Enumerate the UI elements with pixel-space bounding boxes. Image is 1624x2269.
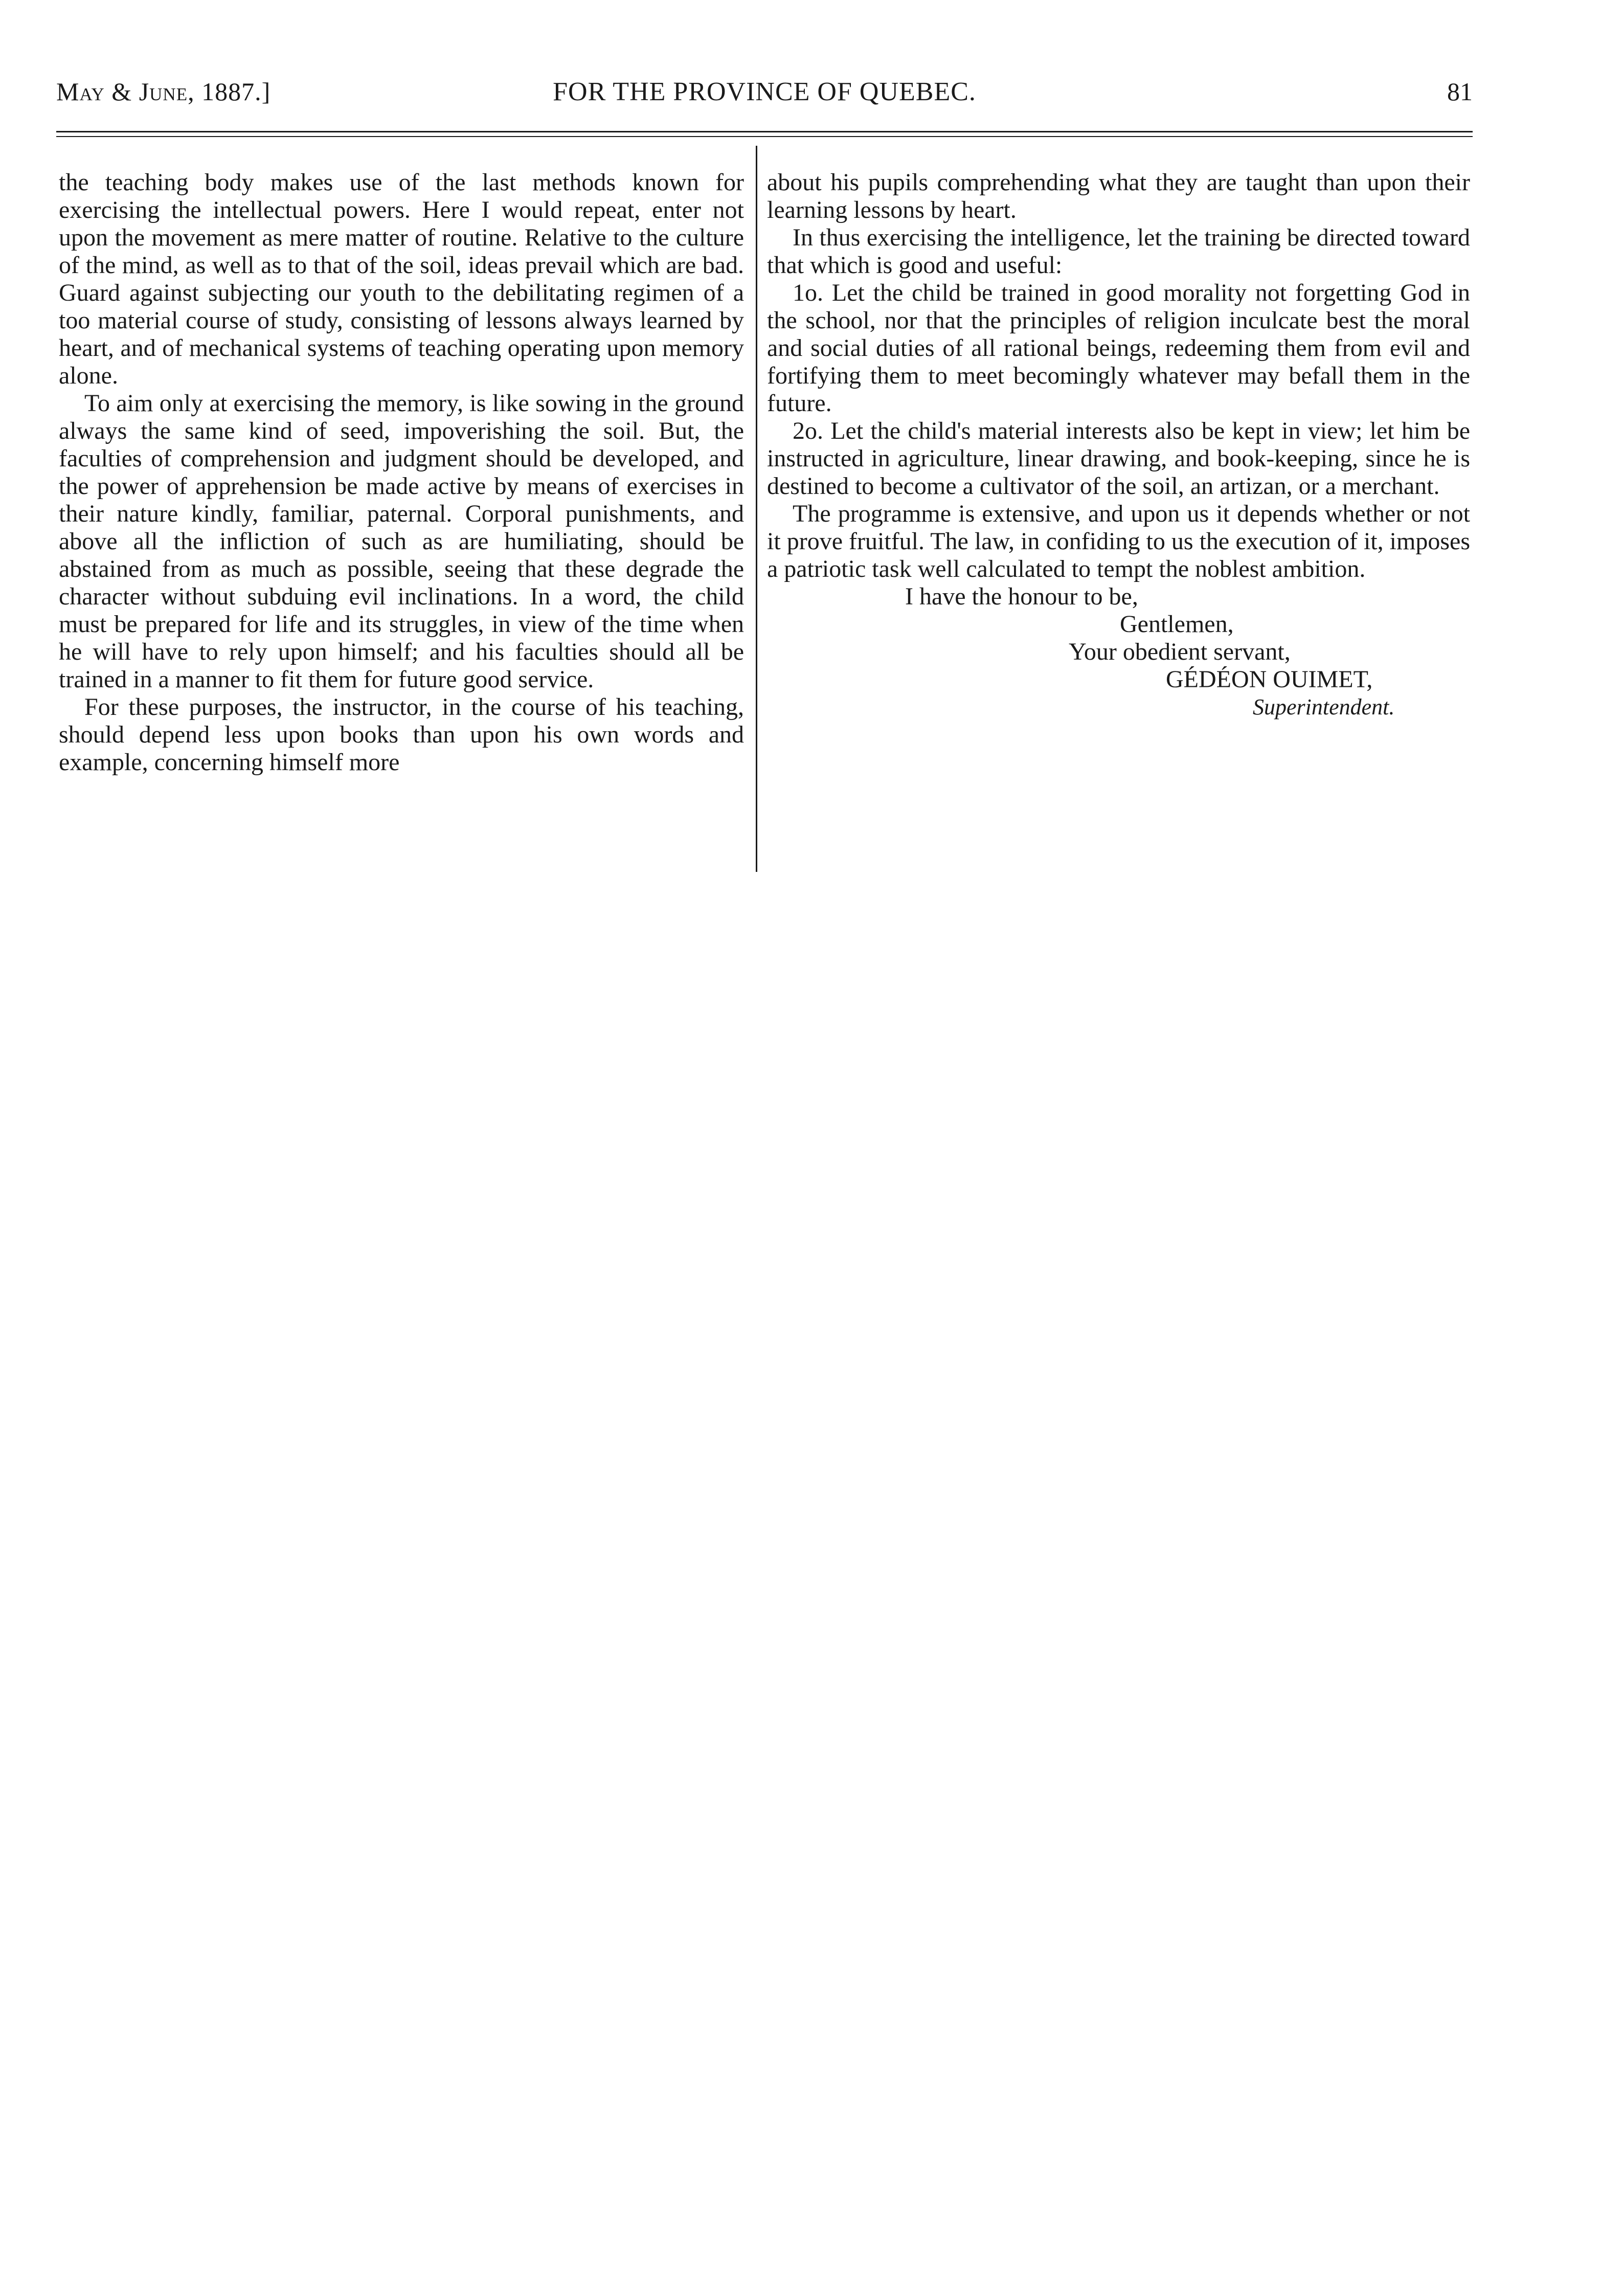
header-title: FOR THE PROVINCE OF QUEBEC. bbox=[553, 77, 976, 106]
header-rule-bottom bbox=[56, 136, 1473, 137]
paragraph: 1o. Let the child be trained in good morality not forgetting God in the school, nor that the principles of religion inculcate best the moral and social duties of all rational beings, redeeming them from evil and fortifying them to meet becomingly whatever may befall them in the future. bbox=[767, 279, 1470, 417]
signature-name: GÉDÉON OUIMET, bbox=[1166, 666, 1373, 693]
paragraph: In thus exercising the intelligence, let the training be directed toward that which is good and useful: bbox=[767, 224, 1470, 279]
running-header bbox=[56, 77, 1473, 113]
paragraph: the teaching body makes use of the last methods known for exercising the intellectual powers. Here I would repeat, enter not upon the movement as mere matter of routine. Relative to the culture of the mind, as well as to that of the soil, ideas prevail which are bad. Guard against subjecting our youth to the debilitating regimen of a too material course of study, consisting of lessons always learned by heart, and of mechanical systems of teaching operating upon memory alone. bbox=[59, 169, 744, 389]
column-divider bbox=[756, 146, 757, 872]
signature-title: Superintendent. bbox=[1253, 694, 1395, 720]
paragraph: For these purposes, the instructor, in the course of his teaching, should depend less upon books than upon his own words and example, concerning himself more bbox=[59, 693, 744, 776]
page-number: 81 bbox=[1447, 77, 1473, 106]
closing-addressee: Gentlemen, bbox=[1120, 611, 1234, 638]
closing-servant: Your obedient servant, bbox=[1069, 638, 1291, 665]
paragraph: The programme is extensive, and upon us it depends whether or not it prove fruitful. The law, in confiding to us the execution of it, imposes a patriotic task well calculated to tempt the noblest ambition. bbox=[767, 500, 1470, 582]
left-column bbox=[59, 169, 744, 776]
letter-closing bbox=[767, 583, 1470, 721]
header-rule-top bbox=[56, 131, 1473, 132]
closing-salutation: I have the honour to be, bbox=[905, 583, 1138, 610]
paragraph: about his pupils comprehending what they are taught than upon their learning lessons by heart. bbox=[767, 169, 1470, 223]
paragraph: To aim only at exercising the memory, is like sowing in the ground always the same kind of seed, impoverishing the soil. But, the faculties of comprehension and judgment should be developed, and the power of apprehension be made active by means of exercises in their nature kindly, familiar, paternal. Corporal punishments, and above all the infliction of such as are humiliating, should be abstained from as much as possible, seeing that these degrade the character without subduing evil inclinations. In a word, the child must be prepared for life and its struggles, in view of the time when he will have to rely upon himself; and his faculties should all be trained in a manner to fit them for future good service. bbox=[59, 390, 744, 693]
paragraph: 2o. Let the child's material interests also be kept in view; let him be instructed in agriculture, linear drawing, and book-keeping, since he is destined to become a cultivator of the soil, an artizan, or a merchant. bbox=[767, 417, 1470, 500]
right-column bbox=[767, 169, 1470, 721]
header-date: May & June, 1887.] bbox=[56, 77, 271, 106]
